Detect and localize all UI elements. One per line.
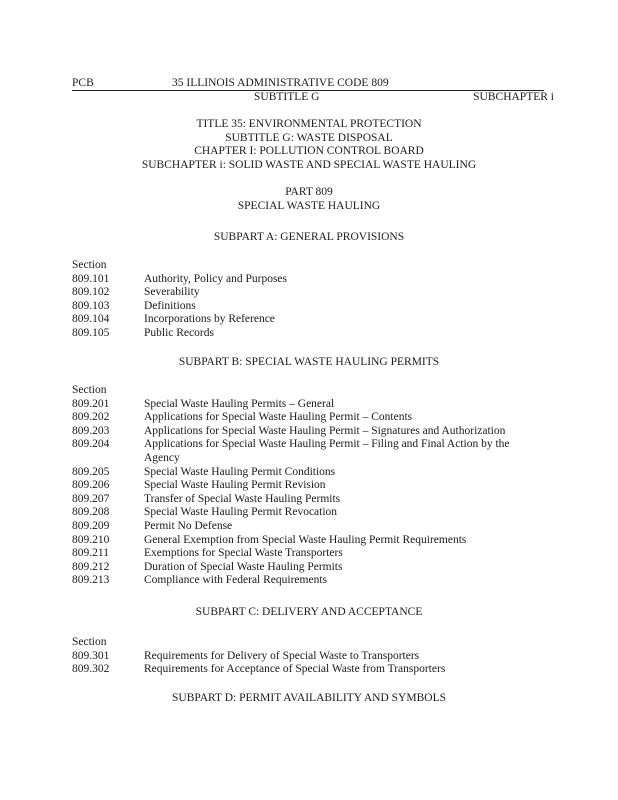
section-number: 809.211 xyxy=(72,547,109,560)
section-label: Section xyxy=(72,384,107,396)
section-number: 809.209 xyxy=(72,519,110,532)
section-title: Exemptions for Special Waste Transporters xyxy=(144,547,343,560)
section-title: Special Waste Hauling Permits – General xyxy=(144,397,335,410)
running-subheader xyxy=(72,91,554,105)
toc-entry[interactable] xyxy=(72,411,542,425)
toc-entry[interactable] xyxy=(72,313,542,327)
section-title: Special Waste Hauling Permit Conditions xyxy=(144,465,336,478)
section-number: 809.208 xyxy=(72,506,110,519)
toc-entry[interactable] xyxy=(72,466,542,480)
header-code-title: 35 ILLINOIS ADMINISTRATIVE CODE 809 xyxy=(172,77,389,89)
title-line: TITLE 35: ENVIRONMENTAL PROTECTION xyxy=(196,118,422,130)
section-title: Applications for Special Waste Hauling Permit – Filing and Final Action by the Agency xyxy=(144,438,510,464)
section-number: 809.206 xyxy=(72,479,110,492)
section-label: Section xyxy=(72,259,107,271)
section-number: 809.204 xyxy=(72,438,110,451)
toc-entry[interactable] xyxy=(72,547,542,561)
subchapter-line: SUBCHAPTER i: SOLID WASTE AND SPECIAL WASTE HAULING xyxy=(141,158,477,171)
section-title: Severability xyxy=(144,286,200,299)
section-number: 809.207 xyxy=(72,492,110,505)
title-block xyxy=(0,118,618,172)
running-header xyxy=(72,77,544,91)
section-title: General Exemption from Special Waste Hauling Permit Requirements xyxy=(144,533,467,546)
toc-entry[interactable] xyxy=(72,561,542,575)
subpart-c-toc xyxy=(72,636,542,677)
section-number: 809.101 xyxy=(72,272,110,285)
part-name: SPECIAL WASTE HAULING xyxy=(237,199,381,212)
part-heading xyxy=(0,186,618,213)
toc-entry[interactable] xyxy=(72,493,542,507)
section-title: Transfer of Special Waste Hauling Permits xyxy=(144,492,341,505)
toc-entry[interactable] xyxy=(72,398,542,412)
section-title: Public Records xyxy=(144,326,214,339)
toc-entry[interactable] xyxy=(72,286,542,300)
subpart-a-toc xyxy=(72,259,542,341)
subpart-b-heading xyxy=(0,356,618,370)
toc-entry[interactable] xyxy=(72,506,542,520)
header-subtitle: SUBTITLE G xyxy=(254,91,320,103)
subpart-heading-text: SUBPART D: PERMIT AVAILABILITY AND SYMBOLS xyxy=(172,692,446,704)
section-number: 809.104 xyxy=(72,313,110,326)
toc-entry[interactable] xyxy=(72,425,542,439)
toc-entry[interactable] xyxy=(72,534,542,548)
section-number: 809.203 xyxy=(72,424,110,437)
section-title: Requirements for Delivery of Special Waste to Transporters xyxy=(144,649,420,662)
section-title: Special Waste Hauling Permit Revision xyxy=(144,479,326,492)
section-number: 809.212 xyxy=(72,560,110,573)
section-title: Authority, Policy and Purposes xyxy=(144,272,287,285)
header-agency: PCB xyxy=(72,77,94,89)
toc-entry[interactable] xyxy=(72,300,542,314)
header-subchapter: SUBCHAPTER i xyxy=(473,91,554,103)
subpart-c-heading xyxy=(0,606,618,620)
section-number: 809.205 xyxy=(72,465,110,478)
subtitle-line: SUBTITLE G: WASTE DISPOSAL xyxy=(225,131,393,144)
section-title: Compliance with Federal Requirements xyxy=(144,574,327,587)
section-number: 809.201 xyxy=(72,397,110,410)
chapter-line: CHAPTER I: POLLUTION CONTROL BOARD xyxy=(194,145,424,158)
subpart-b-toc xyxy=(72,384,542,588)
section-title: Permit No Defense xyxy=(144,519,233,532)
section-number: 809.105 xyxy=(72,326,110,339)
toc-entry[interactable] xyxy=(72,479,542,493)
section-number: 809.301 xyxy=(72,649,110,662)
section-title: Applications for Special Waste Hauling Permit – Contents xyxy=(144,411,413,424)
section-number: 809.102 xyxy=(72,286,110,299)
subpart-heading-text: SUBPART C: DELIVERY AND ACCEPTANCE xyxy=(195,606,423,618)
section-title: Incorporations by Reference xyxy=(144,313,275,326)
section-number: 809.210 xyxy=(72,533,110,546)
subpart-heading-text: SUBPART B: SPECIAL WASTE HAULING PERMITS xyxy=(178,356,440,368)
toc-entry[interactable] xyxy=(72,663,542,677)
toc-entry[interactable] xyxy=(72,438,542,465)
toc-entry[interactable] xyxy=(72,520,542,534)
section-title: Special Waste Hauling Permit Revocation xyxy=(144,506,338,519)
subpart-heading-text: SUBPART A: GENERAL PROVISIONS xyxy=(213,231,405,243)
section-number: 809.213 xyxy=(72,574,110,587)
subpart-d-heading xyxy=(0,692,618,706)
section-title: Definitions xyxy=(144,299,196,312)
toc-entry[interactable] xyxy=(72,574,542,588)
section-number: 809.302 xyxy=(72,663,110,676)
section-number: 809.202 xyxy=(72,411,110,424)
toc-entry[interactable] xyxy=(72,273,542,287)
subpart-a-heading xyxy=(0,231,618,245)
section-title: Applications for Special Waste Hauling Permit – Signatures and Authorization xyxy=(144,424,506,437)
section-label: Section xyxy=(72,636,107,648)
section-title: Requirements for Acceptance of Special Waste from Transporters xyxy=(144,663,446,676)
part-number: PART 809 xyxy=(285,186,333,198)
toc-entry[interactable] xyxy=(72,650,542,664)
section-title: Duration of Special Waste Hauling Permits xyxy=(144,560,343,573)
toc-entry[interactable] xyxy=(72,327,542,341)
section-number: 809.103 xyxy=(72,299,110,312)
